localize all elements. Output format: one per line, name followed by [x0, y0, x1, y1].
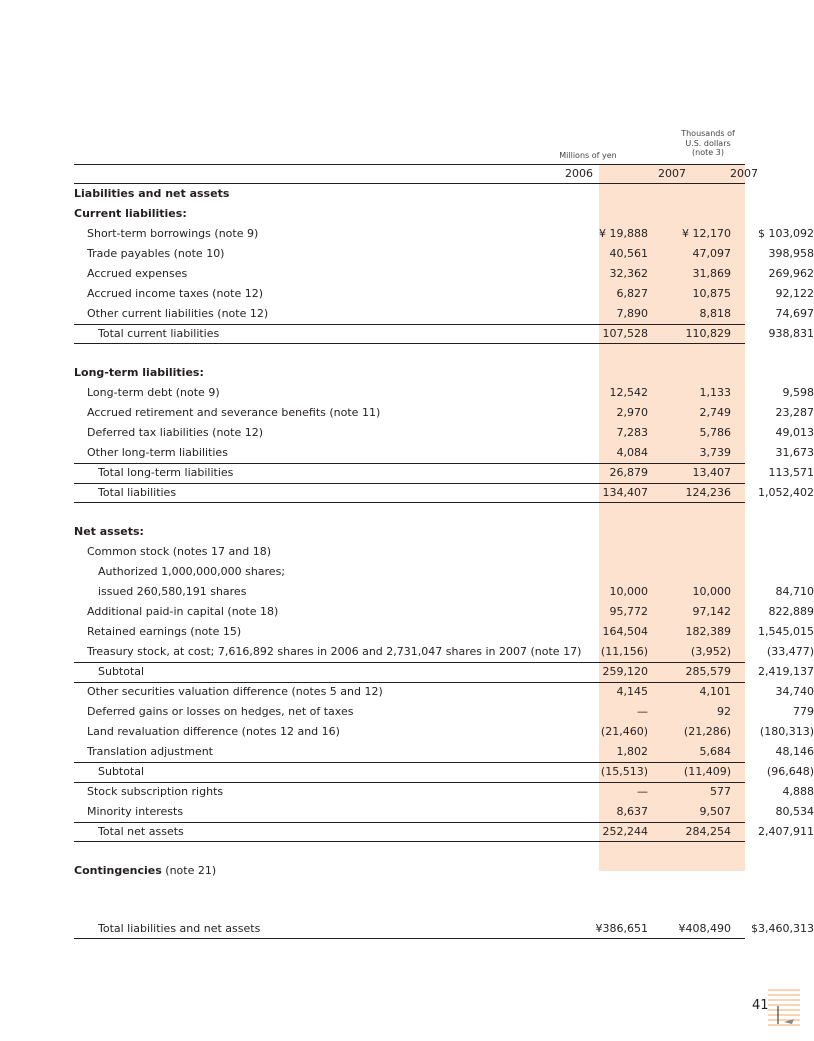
- row-label: [87, 224, 258, 244]
- table-row: [74, 522, 745, 542]
- value-2007-yen: 4,101: [699, 685, 731, 698]
- row-label-text: Treasury stock, at cost; 7,616,892 shares in 2006 and 2,731,047 shares in 2007 (note 17): [87, 645, 582, 658]
- value-2007-usd: 84,710: [775, 585, 814, 598]
- table-row: [74, 363, 745, 383]
- balance-sheet-table: [74, 164, 814, 939]
- table-row: [74, 224, 814, 244]
- row-label-note: (note 21): [161, 864, 217, 877]
- table-row: [74, 244, 814, 264]
- year-2006-header: 2006: [565, 167, 593, 180]
- spacer-row: [74, 344, 745, 363]
- value-2007-usd: 4,888: [782, 785, 814, 798]
- value-2007-yen: 97,142: [692, 605, 731, 618]
- table-body: [74, 184, 814, 939]
- row-label: [87, 642, 581, 662]
- row-label: [87, 284, 263, 304]
- row-label-text: Accrued retirement and severance benefits (note 11): [87, 406, 381, 419]
- value-2007-usd: 34,740: [775, 685, 814, 698]
- row-label-text: Translation adjustment: [87, 745, 213, 758]
- table-row: [74, 204, 745, 224]
- row-label-text: Current liabilities:: [74, 207, 187, 220]
- row-label-text: Additional paid-in capital (note 18): [87, 605, 279, 618]
- value-2006: (21,460): [600, 725, 648, 738]
- value-2006: 95,772: [609, 605, 648, 618]
- spacer-row: [74, 900, 745, 919]
- value-2007-yen: (11,409): [683, 765, 731, 778]
- table-row: [74, 662, 814, 682]
- row-label-text: Subtotal: [98, 765, 145, 778]
- row-label-text: Total liabilities and net assets: [98, 922, 261, 935]
- value-2006: 252,244: [602, 825, 648, 838]
- row-label-text: Minority interests: [87, 805, 184, 818]
- value-2007-yen: 47,097: [692, 247, 731, 260]
- value-2007-yen: 8,818: [699, 307, 731, 320]
- row-label-text: Total net assets: [98, 825, 184, 838]
- value-2006: 10,000: [609, 585, 648, 598]
- table-row: [74, 802, 814, 822]
- value-2006: 107,528: [602, 327, 648, 340]
- row-label-text: Authorized 1,000,000,000 shares;: [98, 565, 286, 578]
- row-label: [98, 483, 176, 503]
- value-2007-usd: (96,648): [766, 765, 814, 778]
- value-2006: 26,879: [609, 466, 648, 479]
- value-2006: 259,120: [602, 665, 648, 678]
- row-label: [74, 184, 229, 204]
- value-2006: 1,802: [616, 745, 648, 758]
- value-2007-usd: $3,460,313: [751, 922, 814, 935]
- value-2007-usd: 113,571: [768, 466, 814, 479]
- row-label: [87, 423, 263, 443]
- table-row: [74, 542, 745, 562]
- table-row: [74, 443, 814, 463]
- year-2007-yen-header: 2007: [658, 167, 686, 180]
- value-2007-yen: 2,749: [699, 406, 731, 419]
- year-header-row: [74, 164, 758, 184]
- table-row: [74, 702, 814, 722]
- value-2006: 12,542: [609, 386, 648, 399]
- row-label-text: Contingencies: [74, 864, 162, 877]
- table-row: [74, 582, 814, 602]
- spacer-row: [74, 503, 745, 522]
- value-2006: 7,283: [616, 426, 648, 439]
- table-row: [74, 622, 814, 642]
- value-2007-usd: 1,545,015: [758, 625, 814, 638]
- value-2007-usd: 398,958: [768, 247, 814, 260]
- value-2007-yen: 182,389: [685, 625, 731, 638]
- value-2007-yen: 5,684: [699, 745, 731, 758]
- value-2007-yen: 92: [717, 705, 731, 718]
- row-label: [98, 324, 219, 344]
- table-row: [74, 642, 814, 662]
- value-2007-yen: 5,786: [699, 426, 731, 439]
- table-row: [74, 602, 814, 622]
- value-2007-usd: 779: [793, 705, 814, 718]
- value-2007-yen: 10,875: [692, 287, 731, 300]
- row-label-text: Total current liabilities: [98, 327, 220, 340]
- value-2006: 2,970: [616, 406, 648, 419]
- row-label: [87, 264, 187, 284]
- value-2007-yen: 284,254: [685, 825, 731, 838]
- table-row: [74, 403, 814, 423]
- value-2007-yen: ¥ 12,170: [682, 227, 731, 240]
- value-2007-usd: $ 103,092: [758, 227, 814, 240]
- row-label: [74, 204, 187, 224]
- value-2007-yen: 124,236: [685, 486, 731, 499]
- value-2007-yen: 285,579: [685, 665, 731, 678]
- row-label-text: Long-term debt (note 9): [87, 386, 220, 399]
- row-label-text: Stock subscription rights: [87, 785, 224, 798]
- value-2006: 7,890: [616, 307, 648, 320]
- value-2007-yen: ¥408,490: [678, 922, 731, 935]
- value-2006: 4,145: [616, 685, 648, 698]
- row-label-text: Deferred tax liabilities (note 12): [87, 426, 264, 439]
- value-2006: 6,827: [616, 287, 648, 300]
- table-row: [74, 722, 814, 742]
- value-2007-usd: 938,831: [768, 327, 814, 340]
- value-2006: 32,362: [609, 267, 648, 280]
- value-2006: ¥ 19,888: [599, 227, 648, 240]
- value-2006: —: [637, 785, 648, 798]
- table-row: [74, 184, 745, 204]
- row-label: [87, 443, 228, 463]
- table-row: [74, 682, 814, 702]
- table-row: [74, 324, 814, 344]
- row-label: [87, 304, 268, 324]
- row-label-text: Accrued income taxes (note 12): [87, 287, 264, 300]
- value-2006: (11,156): [600, 645, 648, 658]
- table-row: [74, 483, 814, 503]
- row-label-text: Other securities valuation difference (notes 5 and 12): [87, 685, 383, 698]
- row-label-text: Accrued expenses: [87, 267, 188, 280]
- value-2006: ¥386,651: [595, 922, 648, 935]
- value-2007-usd: (33,477): [766, 645, 814, 658]
- row-label-text: Other current liabilities (note 12): [87, 307, 269, 320]
- row-label: [87, 682, 383, 702]
- row-label: [87, 782, 223, 802]
- row-label: [87, 722, 340, 742]
- value-2007-yen: 13,407: [692, 466, 731, 479]
- row-label: [87, 702, 353, 722]
- value-2006: 134,407: [602, 486, 648, 499]
- row-label-text: Retained earnings (note 15): [87, 625, 242, 638]
- value-2007-usd: 23,287: [775, 406, 814, 419]
- row-label: [87, 802, 183, 822]
- row-label: [87, 383, 220, 403]
- value-2007-usd: 1,052,402: [758, 486, 814, 499]
- table-row: [74, 463, 814, 483]
- row-label-text: Other long-term liabilities: [87, 446, 228, 459]
- value-2007-usd: 92,122: [775, 287, 814, 300]
- row-label: [98, 919, 260, 939]
- value-2007-usd: 2,419,137: [758, 665, 814, 678]
- table-row: [74, 742, 814, 762]
- table-row: [74, 304, 814, 324]
- table-row: [74, 264, 814, 284]
- usd-header-line3: (note 3): [692, 148, 724, 157]
- row-label: [74, 861, 216, 881]
- value-2007-usd: 31,673: [775, 446, 814, 459]
- value-2006: (15,513): [600, 765, 648, 778]
- row-label: [74, 522, 144, 542]
- row-label: [87, 403, 380, 423]
- row-label: [87, 742, 213, 762]
- row-label-text: Common stock (notes 17 and 18): [87, 545, 272, 558]
- table-row: [74, 822, 814, 842]
- value-2006: 40,561: [609, 247, 648, 260]
- row-label: [98, 562, 285, 582]
- usd-header-line1: Thousands of: [681, 129, 735, 138]
- row-label: [87, 244, 224, 264]
- value-2006: 8,637: [616, 805, 648, 818]
- row-label-text: Long-term liabilities:: [74, 366, 204, 379]
- usd-column-header: [672, 129, 744, 158]
- table-row: [74, 383, 814, 403]
- value-2007-usd: 48,146: [775, 745, 814, 758]
- row-label: [98, 463, 233, 483]
- value-2007-yen: 110,829: [685, 327, 731, 340]
- value-2006: 164,504: [602, 625, 648, 638]
- table-row: [74, 782, 814, 802]
- row-label-text: Subtotal: [98, 665, 145, 678]
- value-2007-yen: 577: [710, 785, 731, 798]
- value-2006: 4,084: [616, 446, 648, 459]
- row-label: [87, 622, 241, 642]
- row-label-text: issued 260,580,191 shares: [98, 585, 247, 598]
- page-number: 41: [752, 998, 769, 1013]
- row-label-text: Total liabilities: [98, 486, 177, 499]
- row-label-text: Deferred gains or losses on hedges, net of taxes: [87, 705, 354, 718]
- value-2007-usd: 269,962: [768, 267, 814, 280]
- year-2007-usd-header: 2007: [730, 167, 758, 180]
- table-row: [74, 861, 745, 881]
- value-2007-yen: 31,869: [692, 267, 731, 280]
- row-label: [98, 582, 246, 602]
- value-2007-usd: (180,313): [759, 725, 814, 738]
- value-2007-usd: 80,534: [775, 805, 814, 818]
- table-row: [74, 919, 814, 939]
- row-label-text: Short-term borrowings (note 9): [87, 227, 259, 240]
- spacer-row: [74, 881, 745, 900]
- value-2007-yen: 1,133: [699, 386, 731, 399]
- row-bottom-rule: [74, 938, 745, 939]
- table-row: [74, 423, 814, 443]
- row-label: [87, 602, 278, 622]
- table-row: [74, 284, 814, 304]
- table-row: [74, 762, 814, 782]
- row-label: [98, 822, 184, 842]
- value-2007-yen: 10,000: [692, 585, 731, 598]
- row-label: [98, 662, 144, 682]
- row-label: [74, 363, 204, 383]
- row-label: [98, 762, 144, 782]
- row-label-text: Trade payables (note 10): [87, 247, 225, 260]
- row-label-text: Total long-term liabilities: [98, 466, 234, 479]
- value-2007-yen: (21,286): [683, 725, 731, 738]
- row-label: [87, 542, 271, 562]
- value-2007-usd: 2,407,911: [758, 825, 814, 838]
- row-label-text: Net assets:: [74, 525, 144, 538]
- value-2007-usd: 49,013: [775, 426, 814, 439]
- value-2007-yen: 3,739: [699, 446, 731, 459]
- value-2007-usd: 9,598: [782, 386, 814, 399]
- value-2006: —: [637, 705, 648, 718]
- value-2007-usd: 822,889: [768, 605, 814, 618]
- spacer-row: [74, 842, 745, 861]
- row-label-text: Liabilities and net assets: [74, 187, 230, 200]
- table-row: [74, 562, 745, 582]
- value-2007-yen: 9,507: [699, 805, 731, 818]
- usd-header-line2: U.S. dollars: [685, 138, 731, 148]
- yen-column-header: Millions of yen: [559, 151, 617, 160]
- value-2007-usd: 74,697: [775, 307, 814, 320]
- value-2007-yen: (3,952): [690, 645, 731, 658]
- row-label-text: Land revaluation difference (notes 12 and 16): [87, 725, 340, 738]
- page-corner-lines-icon: [768, 988, 800, 1028]
